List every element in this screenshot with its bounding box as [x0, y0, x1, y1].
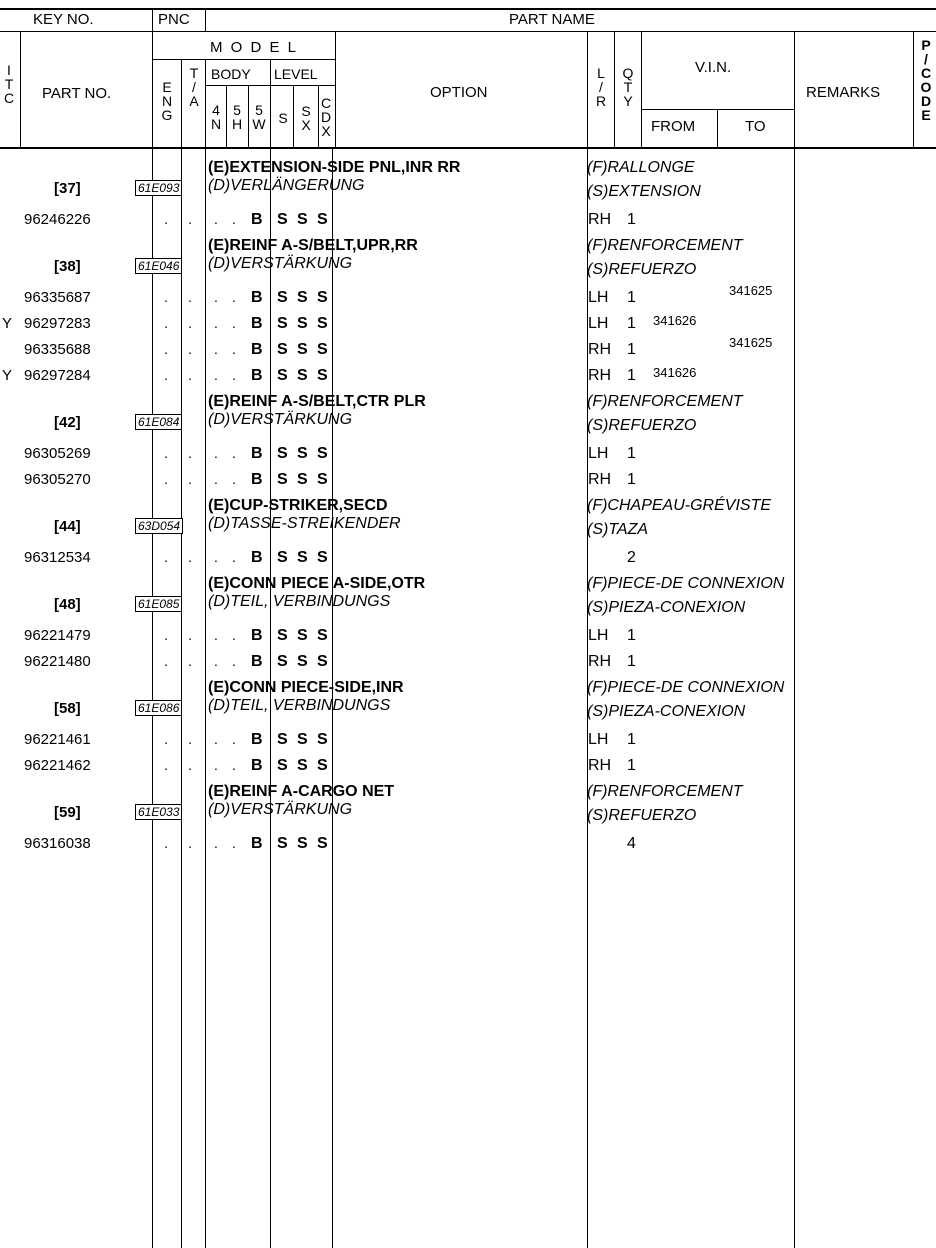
part-name-german: (D)VERSTÄRKUNG — [208, 801, 353, 818]
level-sx-mark: S — [297, 549, 308, 566]
key-number: [38] — [54, 258, 81, 275]
part-name-french: (F)RENFORCEMENT — [587, 393, 743, 410]
qty-value: 1 — [627, 445, 636, 462]
vline-pcode — [913, 31, 914, 147]
key-number: [42] — [54, 414, 81, 431]
body-5w-mark: B — [251, 731, 263, 748]
header-body: BODY — [211, 66, 251, 82]
ta-mark: . — [188, 627, 192, 643]
part-name-english: (E)CUP-STRIKER,SECD — [208, 497, 388, 514]
ta-mark: . — [188, 731, 192, 747]
part-name-german: (D)VERSTÄRKUNG — [208, 255, 353, 272]
vline-4n — [226, 85, 227, 147]
header-body-5w: 5 W — [252, 102, 266, 132]
level-sx-mark: S — [297, 211, 308, 228]
lr-value: RH — [588, 653, 612, 670]
lr-value: RH — [588, 211, 612, 228]
level-s-mark: S — [277, 653, 288, 670]
vline-itc — [20, 31, 21, 147]
header-remarks: REMARKS — [806, 84, 881, 101]
part-number: 96246226 — [24, 211, 91, 228]
pnc-code: 63D054 — [135, 518, 183, 534]
pnc-code: 61E093 — [135, 180, 182, 196]
ta-mark: . — [188, 289, 192, 305]
part-number: 96297284 — [24, 367, 91, 384]
body-5w-mark: B — [251, 627, 263, 644]
eng-mark: . — [164, 835, 168, 851]
part-name-english: (E)CONN PIECE-SIDE,INR — [208, 679, 404, 696]
header-key-no: KEY NO. — [33, 11, 94, 28]
vline-from-to — [717, 109, 718, 147]
body-5w-mark: B — [251, 445, 263, 462]
level-sx-mark: S — [297, 367, 308, 384]
lr-value: LH — [588, 627, 609, 644]
key-number: [37] — [54, 180, 81, 197]
qty-value: 1 — [627, 289, 636, 306]
lr-value: RH — [588, 757, 612, 774]
level-sx-mark: S — [297, 731, 308, 748]
header-lr: L / R — [595, 65, 607, 109]
body-5w-mark: B — [251, 653, 263, 670]
level-s-mark: S — [277, 211, 288, 228]
level-cdx-mark: S — [317, 211, 328, 228]
header-option: OPTION — [430, 84, 488, 101]
eng-mark: . — [164, 315, 168, 331]
part-number: 96221479 — [24, 627, 91, 644]
header-pnc: PNC — [158, 11, 190, 28]
body-5w-mark: B — [251, 289, 263, 306]
part-number: 96297283 — [24, 315, 91, 332]
body-5h-mark: . — [232, 627, 236, 643]
header-from: FROM — [651, 118, 696, 135]
part-name-german: (D)TASSE-STREIKENDER — [208, 515, 401, 532]
ta-mark: . — [188, 315, 192, 331]
part-number: 96316038 — [24, 835, 91, 852]
ta-mark: . — [188, 445, 192, 461]
eng-mark: . — [164, 211, 168, 227]
itc-flag: Y — [2, 367, 13, 384]
lr-value: LH — [588, 315, 609, 332]
body-4n-mark: . — [214, 731, 218, 747]
level-sx-mark: S — [297, 445, 308, 462]
body-4n-mark: . — [214, 471, 218, 487]
level-cdx-mark: S — [317, 315, 328, 332]
level-s-mark: S — [277, 289, 288, 306]
level-s-mark: S — [277, 367, 288, 384]
level-cdx-mark: S — [317, 341, 328, 358]
body-5w-mark: B — [251, 367, 263, 384]
body-4n-mark: . — [214, 289, 218, 305]
body-4n-mark: . — [214, 757, 218, 773]
level-sx-mark: S — [297, 341, 308, 358]
itc-flag: Y — [2, 315, 13, 332]
vline-vin — [641, 31, 642, 147]
ta-mark: . — [188, 653, 192, 669]
key-number: [59] — [54, 804, 81, 821]
part-number: 96221462 — [24, 757, 91, 774]
body-5h-mark: . — [232, 835, 236, 851]
level-sx-mark: S — [297, 653, 308, 670]
body-5h-mark: . — [232, 757, 236, 773]
pnc-code: 61E033 — [135, 804, 182, 820]
part-name-german: (D)TEIL, VERBINDUNGS — [208, 593, 391, 610]
header-bottom-rule — [0, 147, 936, 149]
body-5h-mark: . — [232, 653, 236, 669]
vline-body-level — [270, 59, 271, 147]
qty-value: 1 — [627, 757, 636, 774]
body-4n-mark: . — [214, 835, 218, 851]
body-4n-mark: . — [214, 445, 218, 461]
header-model: M O D E L — [210, 39, 299, 56]
lr-value: RH — [588, 367, 612, 384]
header-row-divider — [0, 31, 936, 32]
key-number: [48] — [54, 596, 81, 613]
lr-value: LH — [588, 445, 609, 462]
level-s-mark: S — [277, 757, 288, 774]
vline-ta — [205, 59, 206, 147]
body-5h-mark: . — [232, 211, 236, 227]
header-pcode: P / C O D E — [920, 37, 932, 123]
part-number: 96221480 — [24, 653, 91, 670]
body-4n-mark: . — [214, 367, 218, 383]
eng-mark: . — [164, 471, 168, 487]
body-5w-mark: B — [251, 835, 263, 852]
part-name-french: (F)PIECE-DE CONNEXION — [587, 575, 785, 592]
body-5w-mark: B — [251, 757, 263, 774]
body-5h-mark: . — [232, 731, 236, 747]
level-s-mark: S — [277, 445, 288, 462]
body-5w-mark: B — [251, 315, 263, 332]
part-name-french: (F)RENFORCEMENT — [587, 783, 743, 800]
level-s-mark: S — [277, 627, 288, 644]
level-s-mark: S — [277, 471, 288, 488]
vline-s — [293, 85, 294, 147]
part-name-spanish: (S)PIEZA-CONEXION — [587, 703, 746, 720]
body-vline-remarks — [794, 149, 795, 1248]
part-name-french: (F)RALLONGE — [587, 159, 695, 176]
lr-value: LH — [588, 731, 609, 748]
vin-from: 341626 — [653, 365, 697, 380]
qty-value: 1 — [627, 367, 636, 384]
eng-mark: . — [164, 653, 168, 669]
part-name-german: (D)VERLÄNGERUNG — [208, 177, 365, 194]
body-vline-option — [205, 149, 206, 1248]
level-cdx-mark: S — [317, 289, 328, 306]
level-sx-mark: S — [297, 757, 308, 774]
body-vline-eng — [181, 149, 182, 1248]
eng-mark: . — [164, 341, 168, 357]
vline-eng — [181, 59, 182, 147]
part-name-spanish: (S)TAZA — [587, 521, 649, 538]
body-5w-mark: B — [251, 341, 263, 358]
header-qty: Q T Y — [622, 65, 634, 109]
lr-value: LH — [588, 289, 609, 306]
eng-mark: . — [164, 731, 168, 747]
eng-mark: . — [164, 445, 168, 461]
vin-to: 341625 — [729, 283, 773, 298]
part-name-english: (E)EXTENSION-SIDE PNL,INR RR — [208, 159, 461, 176]
header-body-5h: 5 H — [231, 102, 243, 132]
header-body-4n: 4 N — [210, 102, 222, 132]
body-5h-mark: . — [232, 341, 236, 357]
ta-mark: . — [188, 211, 192, 227]
level-cdx-mark: S — [317, 367, 328, 384]
qty-value: 1 — [627, 731, 636, 748]
part-number: 96305269 — [24, 445, 91, 462]
qty-value: 1 — [627, 211, 636, 228]
part-number: 96221461 — [24, 731, 91, 748]
body-5w-mark: B — [251, 211, 263, 228]
body-vline-pnc — [152, 149, 153, 1248]
vin-to: 341625 — [729, 335, 773, 350]
body-5h-mark: . — [232, 289, 236, 305]
header-top-rule — [0, 8, 936, 10]
vline-remarks — [794, 31, 795, 147]
level-cdx-mark: S — [317, 445, 328, 462]
qty-value: 4 — [627, 835, 636, 852]
part-name-english: (E)CONN PIECE A-SIDE,OTR — [208, 575, 426, 592]
level-cdx-mark: S — [317, 757, 328, 774]
vline-pnc-partname — [205, 10, 206, 31]
vline-option — [335, 31, 336, 147]
body-5w-mark: B — [251, 471, 263, 488]
ta-mark: . — [188, 341, 192, 357]
eng-mark: . — [164, 549, 168, 565]
ta-mark: . — [188, 549, 192, 565]
ta-mark: . — [188, 835, 192, 851]
qty-value: 2 — [627, 549, 636, 566]
lr-value: RH — [588, 341, 612, 358]
ta-mark: . — [188, 367, 192, 383]
level-cdx-mark: S — [317, 835, 328, 852]
level-sx-mark: S — [297, 627, 308, 644]
header-itc: I T C — [3, 62, 15, 106]
part-name-spanish: (S)EXTENSION — [587, 183, 701, 200]
qty-value: 1 — [627, 471, 636, 488]
eng-mark: . — [164, 289, 168, 305]
model-title-divider — [152, 59, 335, 60]
header-to: TO — [745, 118, 766, 135]
part-number: 96312534 — [24, 549, 91, 566]
header-ta: T / A — [189, 65, 199, 109]
body-4n-mark: . — [214, 315, 218, 331]
ta-mark: . — [188, 757, 192, 773]
header-level-s: S — [278, 110, 288, 126]
level-s-mark: S — [277, 731, 288, 748]
vline-keyno-pnc — [152, 10, 153, 148]
part-name-spanish: (S)PIEZA-CONEXION — [587, 599, 746, 616]
part-number: 96335688 — [24, 341, 91, 358]
body-5h-mark: . — [232, 549, 236, 565]
pnc-code: 61E086 — [135, 700, 182, 716]
header-level-cdx: C D X — [320, 95, 332, 139]
part-name-german: (D)TEIL, VERBINDUNGS — [208, 697, 391, 714]
body-5h-mark: . — [232, 471, 236, 487]
header-level-sx: S X — [301, 103, 311, 133]
header-part-name: PART NAME — [509, 11, 595, 28]
key-number: [44] — [54, 518, 81, 535]
qty-value: 1 — [627, 627, 636, 644]
level-s-mark: S — [277, 549, 288, 566]
level-sx-mark: S — [297, 471, 308, 488]
header-vin: V.I.N. — [695, 59, 732, 76]
level-cdx-mark: S — [317, 653, 328, 670]
part-name-english: (E)REINF A-CARGO NET — [208, 783, 395, 800]
lr-value: RH — [588, 471, 612, 488]
body-5h-mark: . — [232, 445, 236, 461]
pnc-code: 61E085 — [135, 596, 182, 612]
body-4n-mark: . — [214, 211, 218, 227]
body-4n-mark: . — [214, 627, 218, 643]
part-number: 96305270 — [24, 471, 91, 488]
vline-lr — [587, 31, 588, 147]
qty-value: 1 — [627, 315, 636, 332]
header-part-no: PART NO. — [42, 85, 112, 102]
part-name-spanish: (S)REFUERZO — [587, 417, 697, 434]
body-5h-mark: . — [232, 315, 236, 331]
level-sx-mark: S — [297, 289, 308, 306]
eng-mark: . — [164, 367, 168, 383]
body-5h-mark: . — [232, 367, 236, 383]
level-s-mark: S — [277, 341, 288, 358]
part-number: 96335687 — [24, 289, 91, 306]
part-name-spanish: (S)REFUERZO — [587, 261, 697, 278]
level-s-mark: S — [277, 315, 288, 332]
body-5w-mark: B — [251, 549, 263, 566]
header-eng: E N G — [161, 79, 173, 123]
part-name-french: (F)RENFORCEMENT — [587, 237, 743, 254]
body-4n-mark: . — [214, 341, 218, 357]
pnc-code: 61E046 — [135, 258, 182, 274]
eng-mark: . — [164, 757, 168, 773]
part-name-french: (F)PIECE-DE CONNEXION — [587, 679, 785, 696]
part-name-english: (E)REINF A-S/BELT,CTR PLR — [208, 393, 426, 410]
qty-value: 1 — [627, 653, 636, 670]
part-name-french: (F)CHAPEAU-GRÉVISTE — [587, 497, 772, 514]
ta-mark: . — [188, 471, 192, 487]
level-s-mark: S — [277, 835, 288, 852]
header-level: LEVEL — [274, 66, 318, 82]
level-cdx-mark: S — [317, 731, 328, 748]
body-vline-lr — [587, 149, 588, 1248]
part-name-german: (D)VERSTÄRKUNG — [208, 411, 353, 428]
vline-5h — [248, 85, 249, 147]
level-cdx-mark: S — [317, 627, 328, 644]
level-cdx-mark: S — [317, 549, 328, 566]
key-number: [58] — [54, 700, 81, 717]
qty-value: 1 — [627, 341, 636, 358]
level-cdx-mark: S — [317, 471, 328, 488]
body-4n-mark: . — [214, 549, 218, 565]
part-name-spanish: (S)REFUERZO — [587, 807, 697, 824]
eng-mark: . — [164, 627, 168, 643]
pnc-code: 61E084 — [135, 414, 182, 430]
vline-qty — [614, 31, 615, 147]
level-sx-mark: S — [297, 315, 308, 332]
level-sx-mark: S — [297, 835, 308, 852]
part-name-english: (E)REINF A-S/BELT,UPR,RR — [208, 237, 418, 254]
vin-from: 341626 — [653, 313, 697, 328]
body-4n-mark: . — [214, 653, 218, 669]
